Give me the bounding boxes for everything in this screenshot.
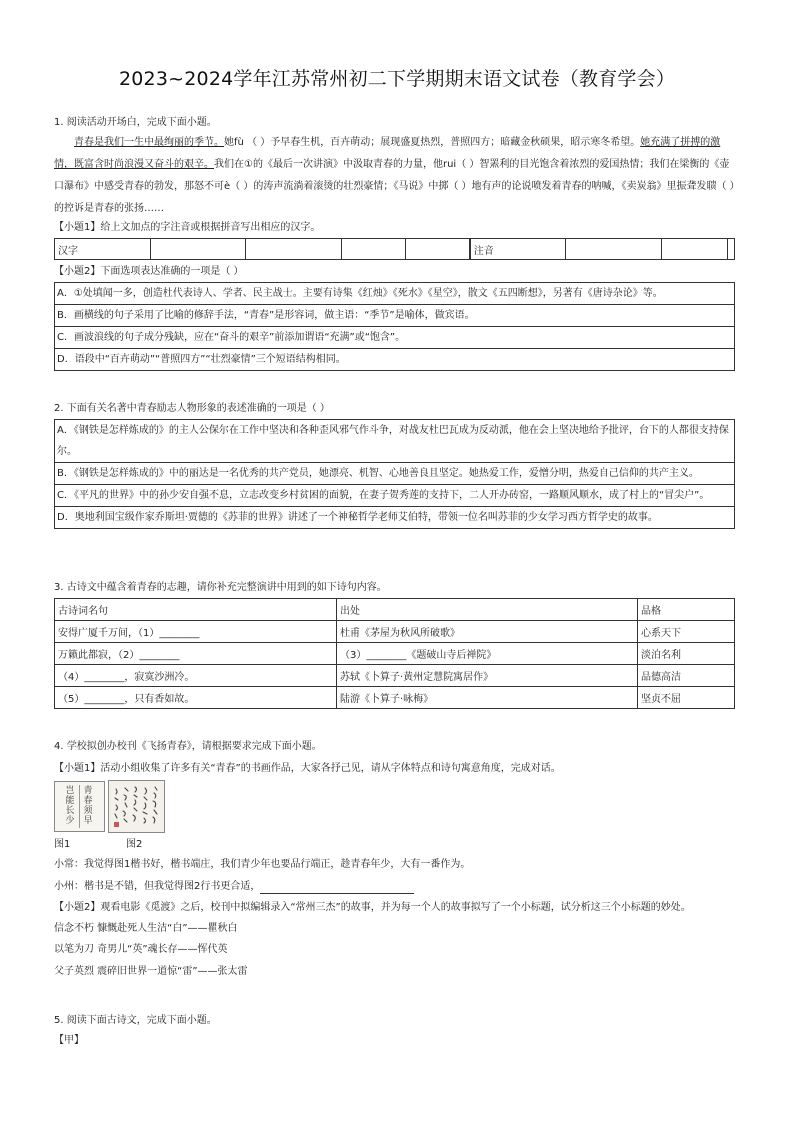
q2-option-d[interactable]: D．奥地利国宝级作家乔斯坦·贾德的《苏菲的世界》讲述了一个神秘哲学老师艾伯特，带领一位名叫苏菲的少女学习西方哲学史的故事。	[55, 507, 735, 529]
q1-option-b[interactable]: B．画横线的句子采用了比喻的修辞手法，“青春”是形容词，做主语：“季节”是喻体，做宾语。	[55, 305, 735, 327]
pinyin-table-cell[interactable]	[661, 239, 727, 260]
running-script-strokes	[111, 784, 162, 829]
q1-option-c[interactable]: C．画波浪线的句子成分残缺，应在“奋斗的艰辛”前添加谓语“充满”或“饱含”。	[55, 327, 735, 349]
q1-option-a[interactable]: A．①处填闻一多，创造杜代表诗人、学者、民主战士。主要有诗集《红烛》《死水》《星空》，散文《五四断想》，另著有《唐诗杂论》等。	[55, 283, 735, 305]
pinyin-table-cell[interactable]	[150, 239, 246, 260]
q1-option-d[interactable]: D．语段中“百卉萌动”“普照四方”“壮烈豪情”三个短语结构相同。	[55, 349, 735, 371]
q4-title-1: 信念不朽 慷慨赴死人生洁“白”——瞿秋白	[54, 923, 238, 934]
figure-2-script	[111, 784, 162, 829]
q4-title-2: 以笔为刀 奇男儿“英”魂长存——恽代英	[54, 944, 228, 955]
q3-cell[interactable]: （5）________，只有香如故。	[55, 687, 337, 709]
pinyin-table-cell: 注音	[470, 239, 566, 260]
calligraphy-figure-2	[108, 780, 165, 833]
q3-heading: 3. 古诗文中蕴含着青春的志趣，请你补充完整演讲中用到的如下诗句内容。	[54, 582, 387, 593]
figure-1-column-right: 青 春 须 早	[83, 786, 93, 826]
q4-dialogue-xiaozhou	[54, 880, 414, 894]
pinyin-table-cell[interactable]	[728, 239, 735, 260]
q2-options-table	[54, 419, 735, 529]
q1-passage-underlined-1: 青春是我们一生中最绚丽的季节。	[74, 137, 224, 148]
q1-sub1-label: 【小题1】给上文加点的字注音或根据拼音写出相应的汉字。	[54, 222, 321, 233]
answer-blank[interactable]	[260, 881, 414, 894]
q1-pinyin-table	[54, 238, 735, 260]
q1-passage-text-2: 我们在①的《最后一次讲演》中汲取青春的力量，他rui（ ）智罴利的目光饱含着浓烈的爱国热情；我们在梁衡的《壶口瀑布》中感受青春的勃发，那怒不可è（ ）的涛声流淌着滚烫的壮烈豪情；《马说》中掷（ ）地有声的论说喷发着青春的呐喊，《卖炭翁》里振聋发聩（ ）的控诉是青春的张扬……	[54, 159, 735, 214]
q1-sub2-label: 【小题2】下面选项表达准确的一项是（ ）	[54, 266, 244, 277]
q4-sub2: 【小题2】观看电影《觅渡》之后，校刊中拟编辑录入“常州三杰”的故事，并为每一个人的故事拟写了一个小标题，试分析这三个小标题的妙处。	[54, 902, 691, 913]
pinyin-table-cell[interactable]	[341, 239, 405, 260]
q1-passage-text-1: 她fù （ ）予早春生机，百卉萌动；展现盛夏热烈，普照四方；暗藏金秋硕果，昭示寒冬希望。	[224, 137, 641, 148]
q4-sub1: 【小题1】活动小组收集了许多有关“青春”的书画作品，大家各抒己见，请从字体特点和诗句寓意角度，完成对话。	[54, 763, 561, 774]
q1-heading: 1. 阅读活动开场白，完成下面小题。	[54, 117, 217, 128]
q3-cell: 品德高洁	[638, 665, 735, 687]
q3-header-verse: 古诗词名句	[55, 599, 337, 621]
calligraphy-figure-1	[54, 781, 105, 832]
figure-1-column-left: 岂 能 长 少	[65, 786, 75, 826]
figure-2-label: 图2	[126, 839, 143, 850]
q3-cell[interactable]: 安得广厦千万间，（1）________	[55, 621, 337, 643]
q3-header-source: 出处	[337, 599, 638, 621]
page-title: 2023~2024学年江苏常州初二下学期期末语文试卷（教育学会）	[118, 68, 676, 90]
q3-cell: 坚贞不屈	[638, 687, 735, 709]
q3-cell: 杜甫《茅屋为秋风所破歌》	[337, 621, 638, 643]
q3-cell: 苏轼《卜算子·黄州定慧院寓居作》	[337, 665, 638, 687]
q3-cell[interactable]: （3）________《题破山寺后禅院》	[337, 643, 638, 665]
q3-cell: 淡泊名利	[638, 643, 735, 665]
q5-jia-label: 【甲】	[54, 1035, 84, 1046]
q4-heading: 4. 学校拟创办校刊《飞扬青春》，请根据要求完成下面小题。	[54, 741, 322, 752]
q4-dialogue-xiaochang: 小常：我觉得图1楷书好，楷书端庄，我们青少年也要品行端正，趁青春年少，大有一番作为。	[54, 859, 471, 870]
q2-option-a[interactable]: A．《钢铁是怎样炼成的》的主人公保尔在工作中坚决和各种歪风邪气作斗争，对战友杜巴瓦成为反动派，他在会上坚决地给予批评，台下的人都很支持保尔。	[55, 420, 735, 463]
q3-cell[interactable]: （4）________，寂寞沙洲冷。	[55, 665, 337, 687]
q2-heading: 2. 下面有关名著中青春励志人物形象的表述准确的一项是（ ）	[54, 403, 330, 414]
pinyin-table-cell: 汉字	[55, 239, 151, 260]
q3-cell[interactable]: 万籁此都寂，（2）________	[55, 643, 337, 665]
q2-option-c[interactable]: C．《平凡的世界》中的孙少安自强不息，立志改变乡村贫困的面貌，在妻子贺秀莲的支持下，二人开办砖窑，一路顺风顺水，成了村上的“冒尖户”。	[55, 485, 735, 507]
q3-cell: 心系天下	[638, 621, 735, 643]
q1-options-table	[54, 282, 735, 371]
figure-1-label: 图1	[54, 839, 71, 850]
pinyin-table-cell[interactable]	[405, 239, 469, 260]
q5-heading: 5. 阅读下面古诗文，完成下面小题。	[54, 1015, 217, 1026]
pinyin-table-cell[interactable]	[566, 239, 662, 260]
q1-passage-underlined-2: 她充满了拼搏的激情，既富含时尚浪漫又奋斗的艰辛。	[54, 137, 721, 170]
q3-header-character: 品格	[638, 599, 735, 621]
q3-poetry-table	[54, 598, 735, 709]
q3-cell: 陆游《卜算子·咏梅》	[337, 687, 638, 709]
q1-passage	[54, 132, 738, 220]
q4-dialogue-xiaozhou-text: 小州：楷书是不错，但我觉得图2行书更合适，	[54, 881, 261, 892]
q2-option-b[interactable]: B．《钢铁是怎样炼成的》中的丽达是一名优秀的共产党员，她漂亮、机智、心地善良且坚定。她热爱工作，爱憎分明，热爱自己信仰的共产主义。	[55, 463, 735, 485]
pinyin-table-cell[interactable]	[246, 239, 342, 260]
q4-title-3: 父子英烈 震碎旧世界一道惊“雷”——张太雷	[54, 966, 248, 977]
